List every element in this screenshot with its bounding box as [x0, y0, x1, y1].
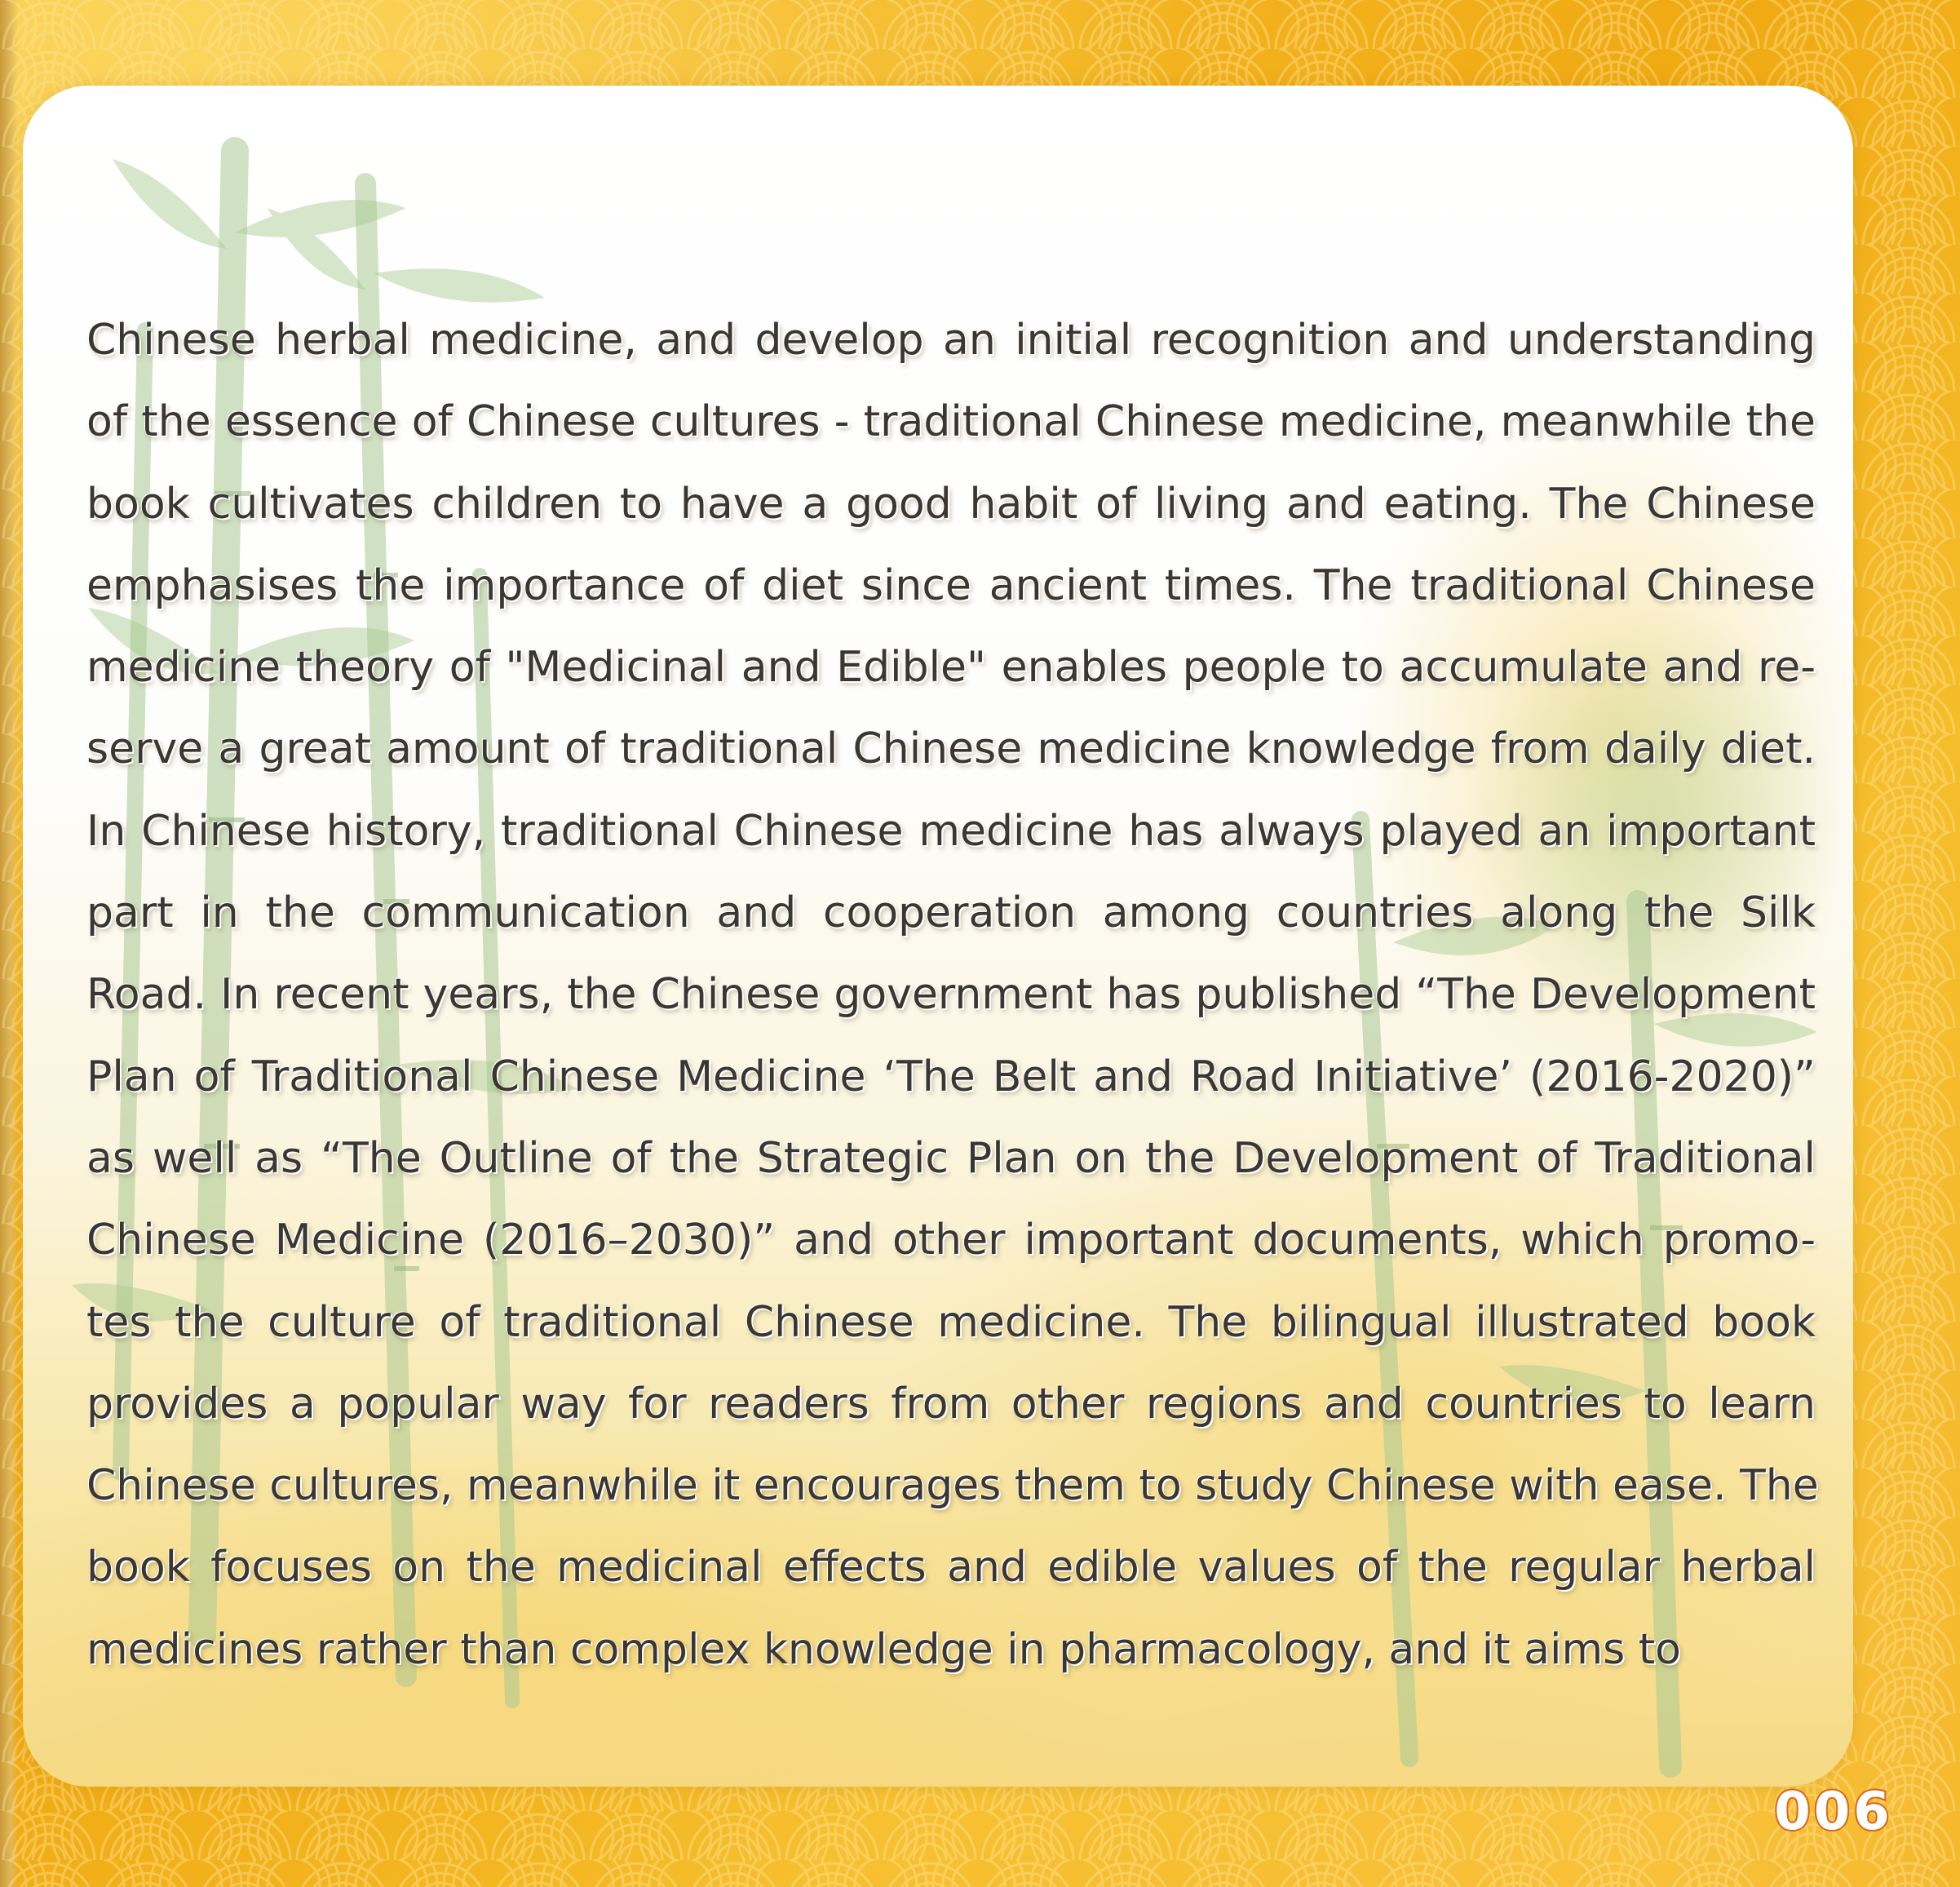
body-line-13: tes the culture of traditional Chinese medicine. The bilingual illustrated book [86, 1297, 1816, 1347]
body-line-10: Plan of Traditional Chinese Medicine ‘The Belt and Road Initiative’ (2016-2020)” [86, 1052, 1816, 1101]
body-line-6: serve a great amount of traditional Chinese medicine knowledge from daily diet. [86, 724, 1816, 774]
body-line-2: of the essence of Chinese cultures - traditional Chinese medicine, meanwhile the [86, 397, 1816, 447]
page-number-text: 006 [1774, 1782, 1893, 1842]
body-line-5: medicine theory of "Medicinal and Edible" enables people to accumulate and re- [86, 643, 1816, 693]
body-line-15: Chinese cultures, meanwhile it encourages them to study Chinese with ease. The [86, 1461, 1819, 1511]
body-line-17: medicines rather than complex knowledge in pharmacology, and it aims to [86, 1624, 1681, 1674]
body-line-16: book focuses on the medicinal effects and edible values of the regular herbal [86, 1543, 1816, 1592]
body-line-8: part in the communication and cooperation among countries along the Silk [86, 888, 1816, 938]
body-text [86, 299, 1819, 1690]
body-line-1: Chinese herbal medicine, and develop an initial recognition and understanding [86, 316, 1816, 365]
page-number [1763, 1778, 1904, 1844]
body-line-3: book cultivates children to have a good habit of living and eating. The Chinese [86, 479, 1816, 529]
body-line-11: as well as “The Outline of the Strategic Plan on the Development of Traditional [86, 1133, 1816, 1183]
text-panel [23, 86, 1853, 1787]
body-line-9: Road. In recent years, the Chinese government has published “The Development [86, 970, 1816, 1020]
body-line-14: provides a popular way for readers from other regions and countries to learn [86, 1379, 1816, 1429]
body-line-4: emphasises the importance of diet since ancient times. The traditional Chinese [86, 560, 1816, 610]
body-line-7: In Chinese history, traditional Chinese medicine has always played an important [86, 806, 1816, 856]
body-line-12: Chinese Medicine (2016–2030)” and other important documents, which promo- [86, 1216, 1816, 1265]
